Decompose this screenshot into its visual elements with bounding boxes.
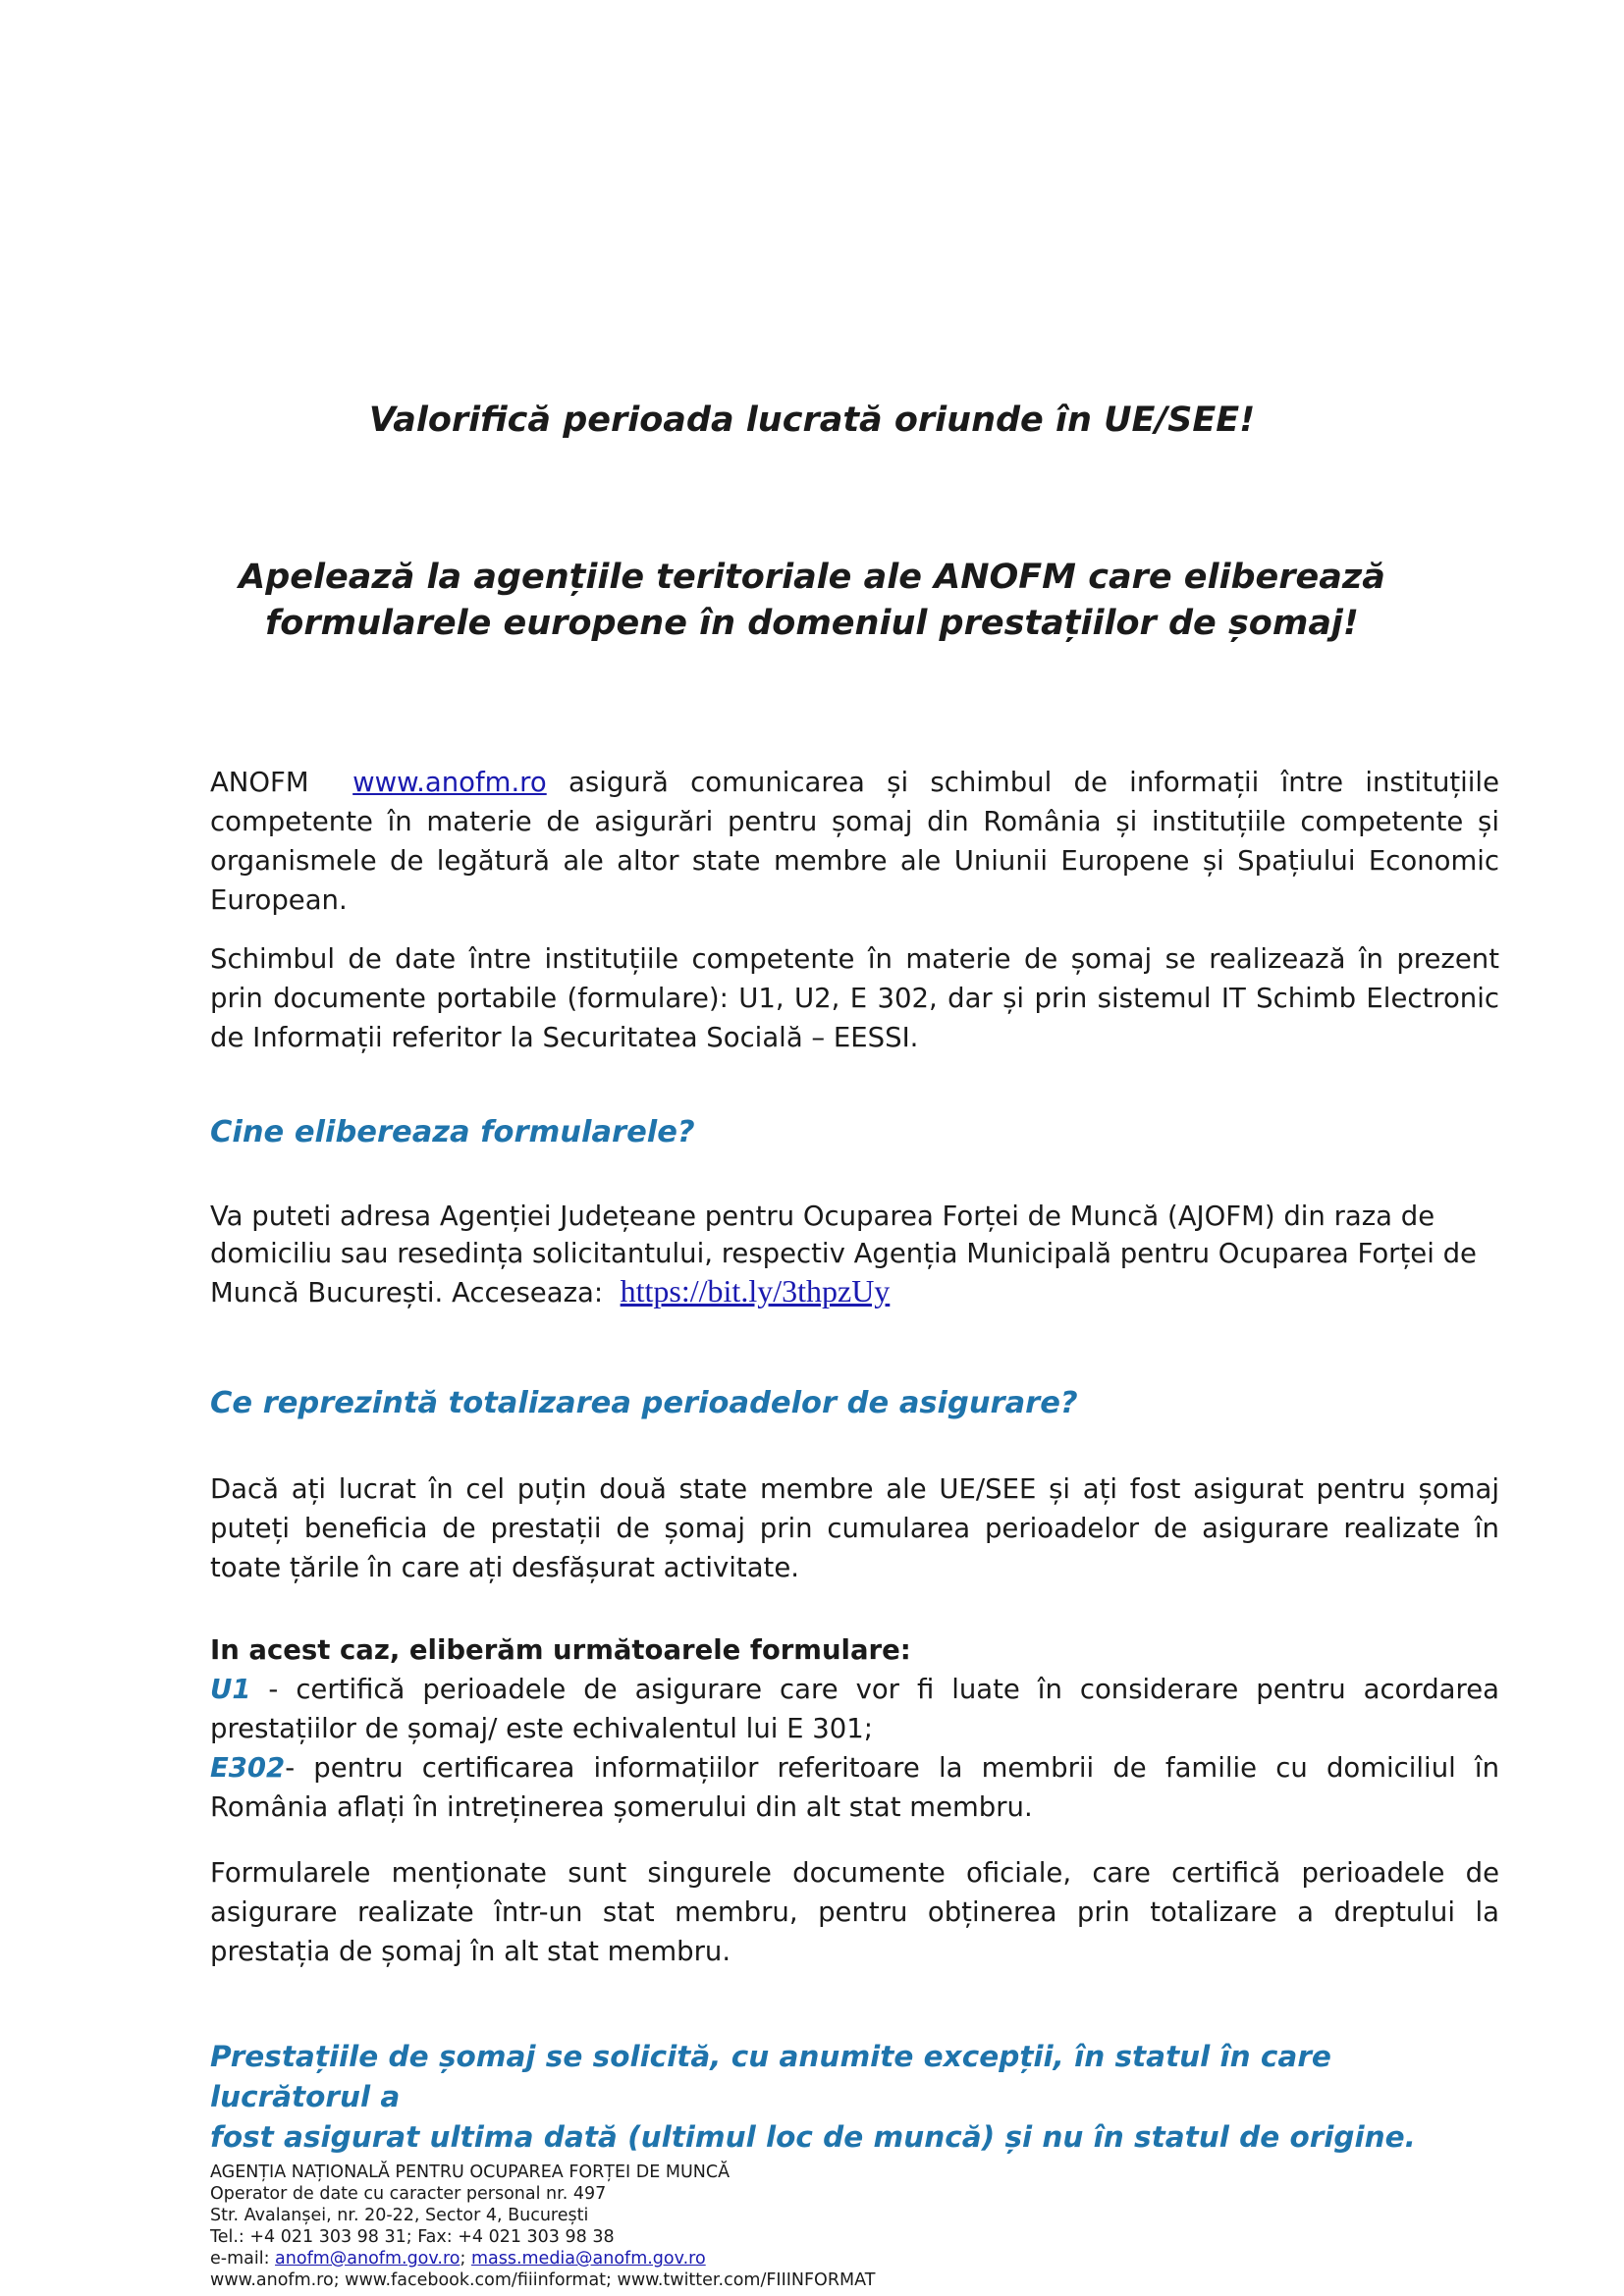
e302-text: - pentru certificarea informațiilor referitoare la membrii de familie cu domiciliul în România aflați în intreținerea șomerului din alt stat membru.	[210, 1752, 1499, 1823]
email-link-1[interactable]: anofm@anofm.gov.ro	[275, 2249, 460, 2269]
page-title: Valorifică perioada lucrată oriunde în UE/SEE!	[368, 400, 1256, 440]
subtitle-line-2: formularele europene în domeniul prestațiilor de șomaj!	[265, 604, 1359, 643]
who-line-1: Va puteti adresa Agenției Județeane pentru Ocuparea Forței de Muncă (AJOFM) din raza de	[210, 1201, 1435, 1232]
page-subtitle	[0, 555, 1624, 647]
footer-email-label: e-mail:	[210, 2249, 276, 2269]
footer-address: Str. Avalanșei, nr. 20-22, Sector 4, București	[210, 2206, 589, 2225]
who-line-3: Muncă București. Acceseaza:	[210, 1277, 604, 1308]
who-paragraph	[210, 1198, 1499, 1311]
intro-text: asigură comunicarea și schimbul de informații între instituțiile competente în materie de asigurări pentru șomaj din România și instituțiile competente și organismele de legătură ale altor state membre ale Uniunii Europene și Spațiului Economic European.	[210, 767, 1499, 916]
closing-line-2: fost asigurat ultima dată (ultimul loc de muncă) și nu în statul de origine.	[210, 2120, 1416, 2154]
exchange-text: Schimbul de date între instituțiile competente în materie de șomaj se realizează în prezent prin documente portabile (formulare): U1, U2, E 302, dar și prin sistemul IT Schimb Electronic de Informații referitor la Securitatea Socială – EESSI.	[210, 943, 1499, 1053]
totalization-paragraph	[210, 1469, 1499, 1587]
intro-paragraph	[210, 763, 1499, 920]
subtitle-line-1: Apelează la agențiile teritoriale ale ANOFM care eliberează	[239, 558, 1385, 597]
u1-text: - certifică perioadele de asigurare care vor fi luate în considerare pentru acordarea prestațiilor de șomaj/ este echivalentul lui E 301;	[210, 1674, 1499, 1744]
who-heading: Cine elibereaza formularele?	[210, 1115, 695, 1149]
totalization-text: Dacă ați lucrat în cel puțin două state membre ale UE/SEE și ați fost asigurat pentru șomaj puteți beneficia de prestații de șomaj prin cumularea perioadelor de asigurare realizate în toate țările în care ați desfășurat activitate.	[210, 1473, 1499, 1583]
footer	[210, 2162, 1094, 2291]
closing-line-1: Prestațiile de șomaj se solicită, cu anumite excepții, în statul în care lucrătorul a	[210, 2040, 1331, 2113]
forms-section	[210, 1630, 1499, 1827]
footer-email-sep: ;	[460, 2249, 471, 2269]
u1-code: U1	[210, 1674, 251, 1705]
official-text: Formularele menționate sunt singurele documente oficiale, care certifică perioadele de asigurare realizate într-un stat membru, pentru obținerea prin totalizare a dreptului la prestația de șomaj în alt stat membru.	[210, 1857, 1499, 1967]
e302-code: E302	[210, 1752, 286, 1784]
who-line-2: domiciliu sau resedința solicitantului, respectiv Agenția Municipală pentru Ocuparea Forței de	[210, 1238, 1477, 1269]
footer-agency: AGENȚIA NAȚIONALĂ PENTRU OCUPAREA FORȚEI DE MUNCĂ	[210, 2163, 731, 2182]
footer-web: www.anofm.ro; www.facebook.com/fiiinformat; www.twitter.com/FIIINFORMAT	[210, 2270, 876, 2290]
email-link-2[interactable]: mass.media@anofm.gov.ro	[470, 2249, 706, 2269]
official-paragraph	[210, 1853, 1499, 1971]
anofm-link[interactable]: www.anofm.ro	[352, 767, 547, 798]
exchange-paragraph	[210, 939, 1499, 1057]
totalization-heading: Ce reprezintă totalizarea perioadelor de asigurare?	[210, 1386, 1078, 1420]
closing-statement	[210, 2037, 1499, 2158]
footer-operator: Operator de date cu caracter personal nr. 497	[210, 2184, 607, 2204]
footer-phone: Tel.: +4 021 303 98 31; Fax: +4 021 303 98 38	[210, 2227, 615, 2247]
intro-lead: ANOFM	[210, 767, 309, 798]
bitly-link[interactable]: https://bit.ly/3thpzUy	[620, 1273, 891, 1308]
forms-heading: In acest caz, eliberăm următoarele formulare:	[210, 1634, 911, 1666]
